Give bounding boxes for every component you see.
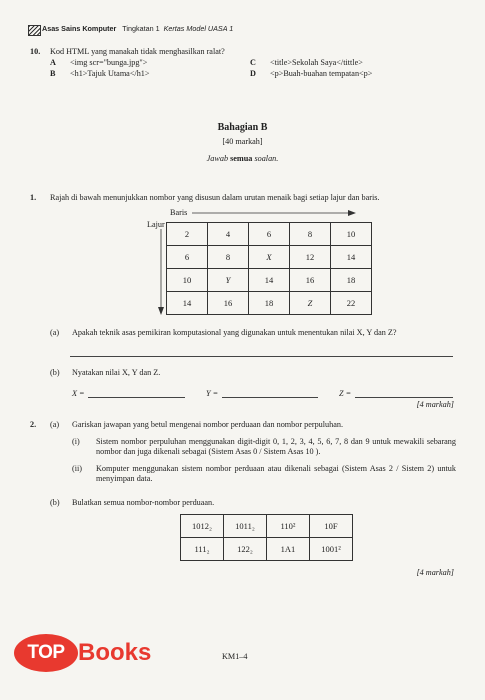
q2-marks-text: [4 markah]	[416, 568, 454, 577]
y-answer-line[interactable]	[222, 397, 318, 398]
header-grade: Tingkatan 1	[122, 24, 160, 33]
q10-number: 10.	[30, 47, 41, 56]
header-series: Asas Sains Komputer	[42, 24, 117, 33]
number-cell[interactable]: 1001²	[310, 538, 353, 561]
grid-cell: 6	[167, 246, 208, 269]
grid-row	[167, 246, 372, 269]
grid-cell-y: Y	[208, 269, 249, 292]
q10-option-a-letter: A	[50, 58, 56, 67]
q2a-i-text: Sistem nombor perpuluhan menggunakan digit-digit 0, 1, 2, 3, 4, 5, 6, 7, 8 dan 9 untuk mewakili sebarang nombor dan juga dikenali sebagai (Sistem Asas 0 / Sistem Asas 10 ).	[96, 437, 456, 456]
number-cell[interactable]: 1012₂	[181, 515, 224, 538]
grid-row	[167, 292, 372, 315]
q1-marks-text: [4 markah]	[416, 400, 454, 409]
q10-option-c-letter: C	[250, 58, 256, 67]
row-arrow-icon	[192, 209, 356, 217]
table-row	[181, 538, 353, 561]
q2b-label: (b)	[50, 498, 60, 507]
table-row	[181, 515, 353, 538]
header-logo-icon	[28, 25, 41, 36]
grid-cell: 18	[249, 292, 290, 315]
number-cell[interactable]: 10F	[310, 515, 353, 538]
topbooks-logo	[14, 634, 194, 674]
grid-cell: 22	[331, 292, 372, 315]
grid-cell-x: X	[249, 246, 290, 269]
grid-cell: 18	[331, 269, 372, 292]
q2a-i-label: (i)	[72, 437, 80, 446]
grid-cell: 2	[167, 223, 208, 246]
x-answer-line[interactable]	[88, 397, 185, 398]
q10-option-b-letter: B	[50, 69, 56, 78]
logo-books-text: Books	[78, 639, 152, 666]
number-table	[180, 514, 353, 561]
number-cell[interactable]: 111₂	[181, 538, 224, 561]
z-equals: Z =	[339, 389, 352, 398]
y-equals: Y =	[206, 389, 219, 398]
instruction-bold: semua	[230, 154, 253, 163]
grid-cell: 10	[331, 223, 372, 246]
label-row: Baris	[170, 208, 188, 217]
number-cell[interactable]: 110²	[267, 515, 310, 538]
section-marks: [40 markah]	[222, 137, 263, 146]
grid-cell: 6	[249, 223, 290, 246]
q2a-ii-label: (ii)	[72, 464, 83, 473]
q1-intro: Rajah di bawah menunjukkan nombor yang disusun dalam urutan menaik bagi setiap lajur dan baris.	[50, 193, 380, 202]
instruction-rest: soalan.	[254, 154, 279, 163]
grid-cell: 14	[249, 269, 290, 292]
q2a-ii-text: Komputer menggunakan sistem nombor perduaan atau dikenali sebagai (Sistem Asas 2 / Sistem 2) untuk menyimpan data.	[96, 464, 456, 483]
grid-cell: 8	[290, 223, 331, 246]
instruction-italic: Jawab	[206, 154, 229, 163]
col-arrow-icon	[157, 229, 165, 315]
grid-cell-z: Z	[290, 292, 331, 315]
q10-option-c-text: <title>Sekolah Saya</tittle>	[270, 58, 363, 67]
q1a-text: Apakah teknik asas pemikiran komputasional yang digunakan untuk menentukan nilai X, Y dan Z?	[72, 328, 397, 337]
q2a-text: Gariskan jawapan yang betul mengenai nombor perduaan dan nombor perpuluhan.	[72, 420, 344, 429]
q1a-label: (a)	[50, 328, 60, 337]
grid-cell: 10	[167, 269, 208, 292]
label-col: Lajur	[147, 220, 165, 229]
grid-cell: 4	[208, 223, 249, 246]
grid-cell: 14	[331, 246, 372, 269]
header	[42, 24, 233, 33]
q2b-text: Bulatkan semua nombor-nombor perduaan.	[72, 498, 215, 507]
section-title: Bahagian B	[217, 122, 268, 133]
grid-cell: 16	[290, 269, 331, 292]
number-cell[interactable]: 1011₂	[224, 515, 267, 538]
q1-marks	[398, 400, 454, 410]
number-cell[interactable]: 122₂	[224, 538, 267, 561]
grid-cell: 12	[290, 246, 331, 269]
header-paper: Kertas Model UASA 1	[163, 24, 234, 33]
q10-option-d-text: <p>Buah-buahan tempatan<p>	[270, 69, 373, 78]
grid-row	[167, 223, 372, 246]
q1b-text: Nyatakan nilai X, Y dan Z.	[72, 368, 161, 377]
q1-number: 1.	[30, 193, 37, 202]
grid-cell: 16	[208, 292, 249, 315]
logo-top-text: TOP	[27, 642, 65, 663]
q2-marks	[398, 568, 454, 578]
number-grid	[166, 222, 372, 315]
grid-cell: 14	[167, 292, 208, 315]
number-cell[interactable]: 1A1	[267, 538, 310, 561]
logo-top-badge	[14, 634, 78, 672]
q10-option-b-text: <h1>Tajuk Utama</h1>	[70, 69, 150, 78]
q2a-label: (a)	[50, 420, 60, 429]
x-equals: X =	[72, 389, 85, 398]
q10-option-a-text: <img scr="bunga.jpg">	[70, 58, 148, 67]
q2-number: 2.	[30, 420, 37, 429]
section-instruction	[0, 154, 485, 164]
q10-text: Kod HTML yang manakah tidak menghasilkan ralat?	[50, 47, 225, 56]
q1a-answer-line[interactable]	[70, 356, 453, 357]
grid-row	[167, 269, 372, 292]
page-number: KM1–4	[222, 652, 248, 661]
grid-cell: 8	[208, 246, 249, 269]
q1b-label: (b)	[50, 368, 60, 377]
q10-option-d-letter: D	[250, 69, 256, 78]
z-answer-line[interactable]	[355, 397, 453, 398]
